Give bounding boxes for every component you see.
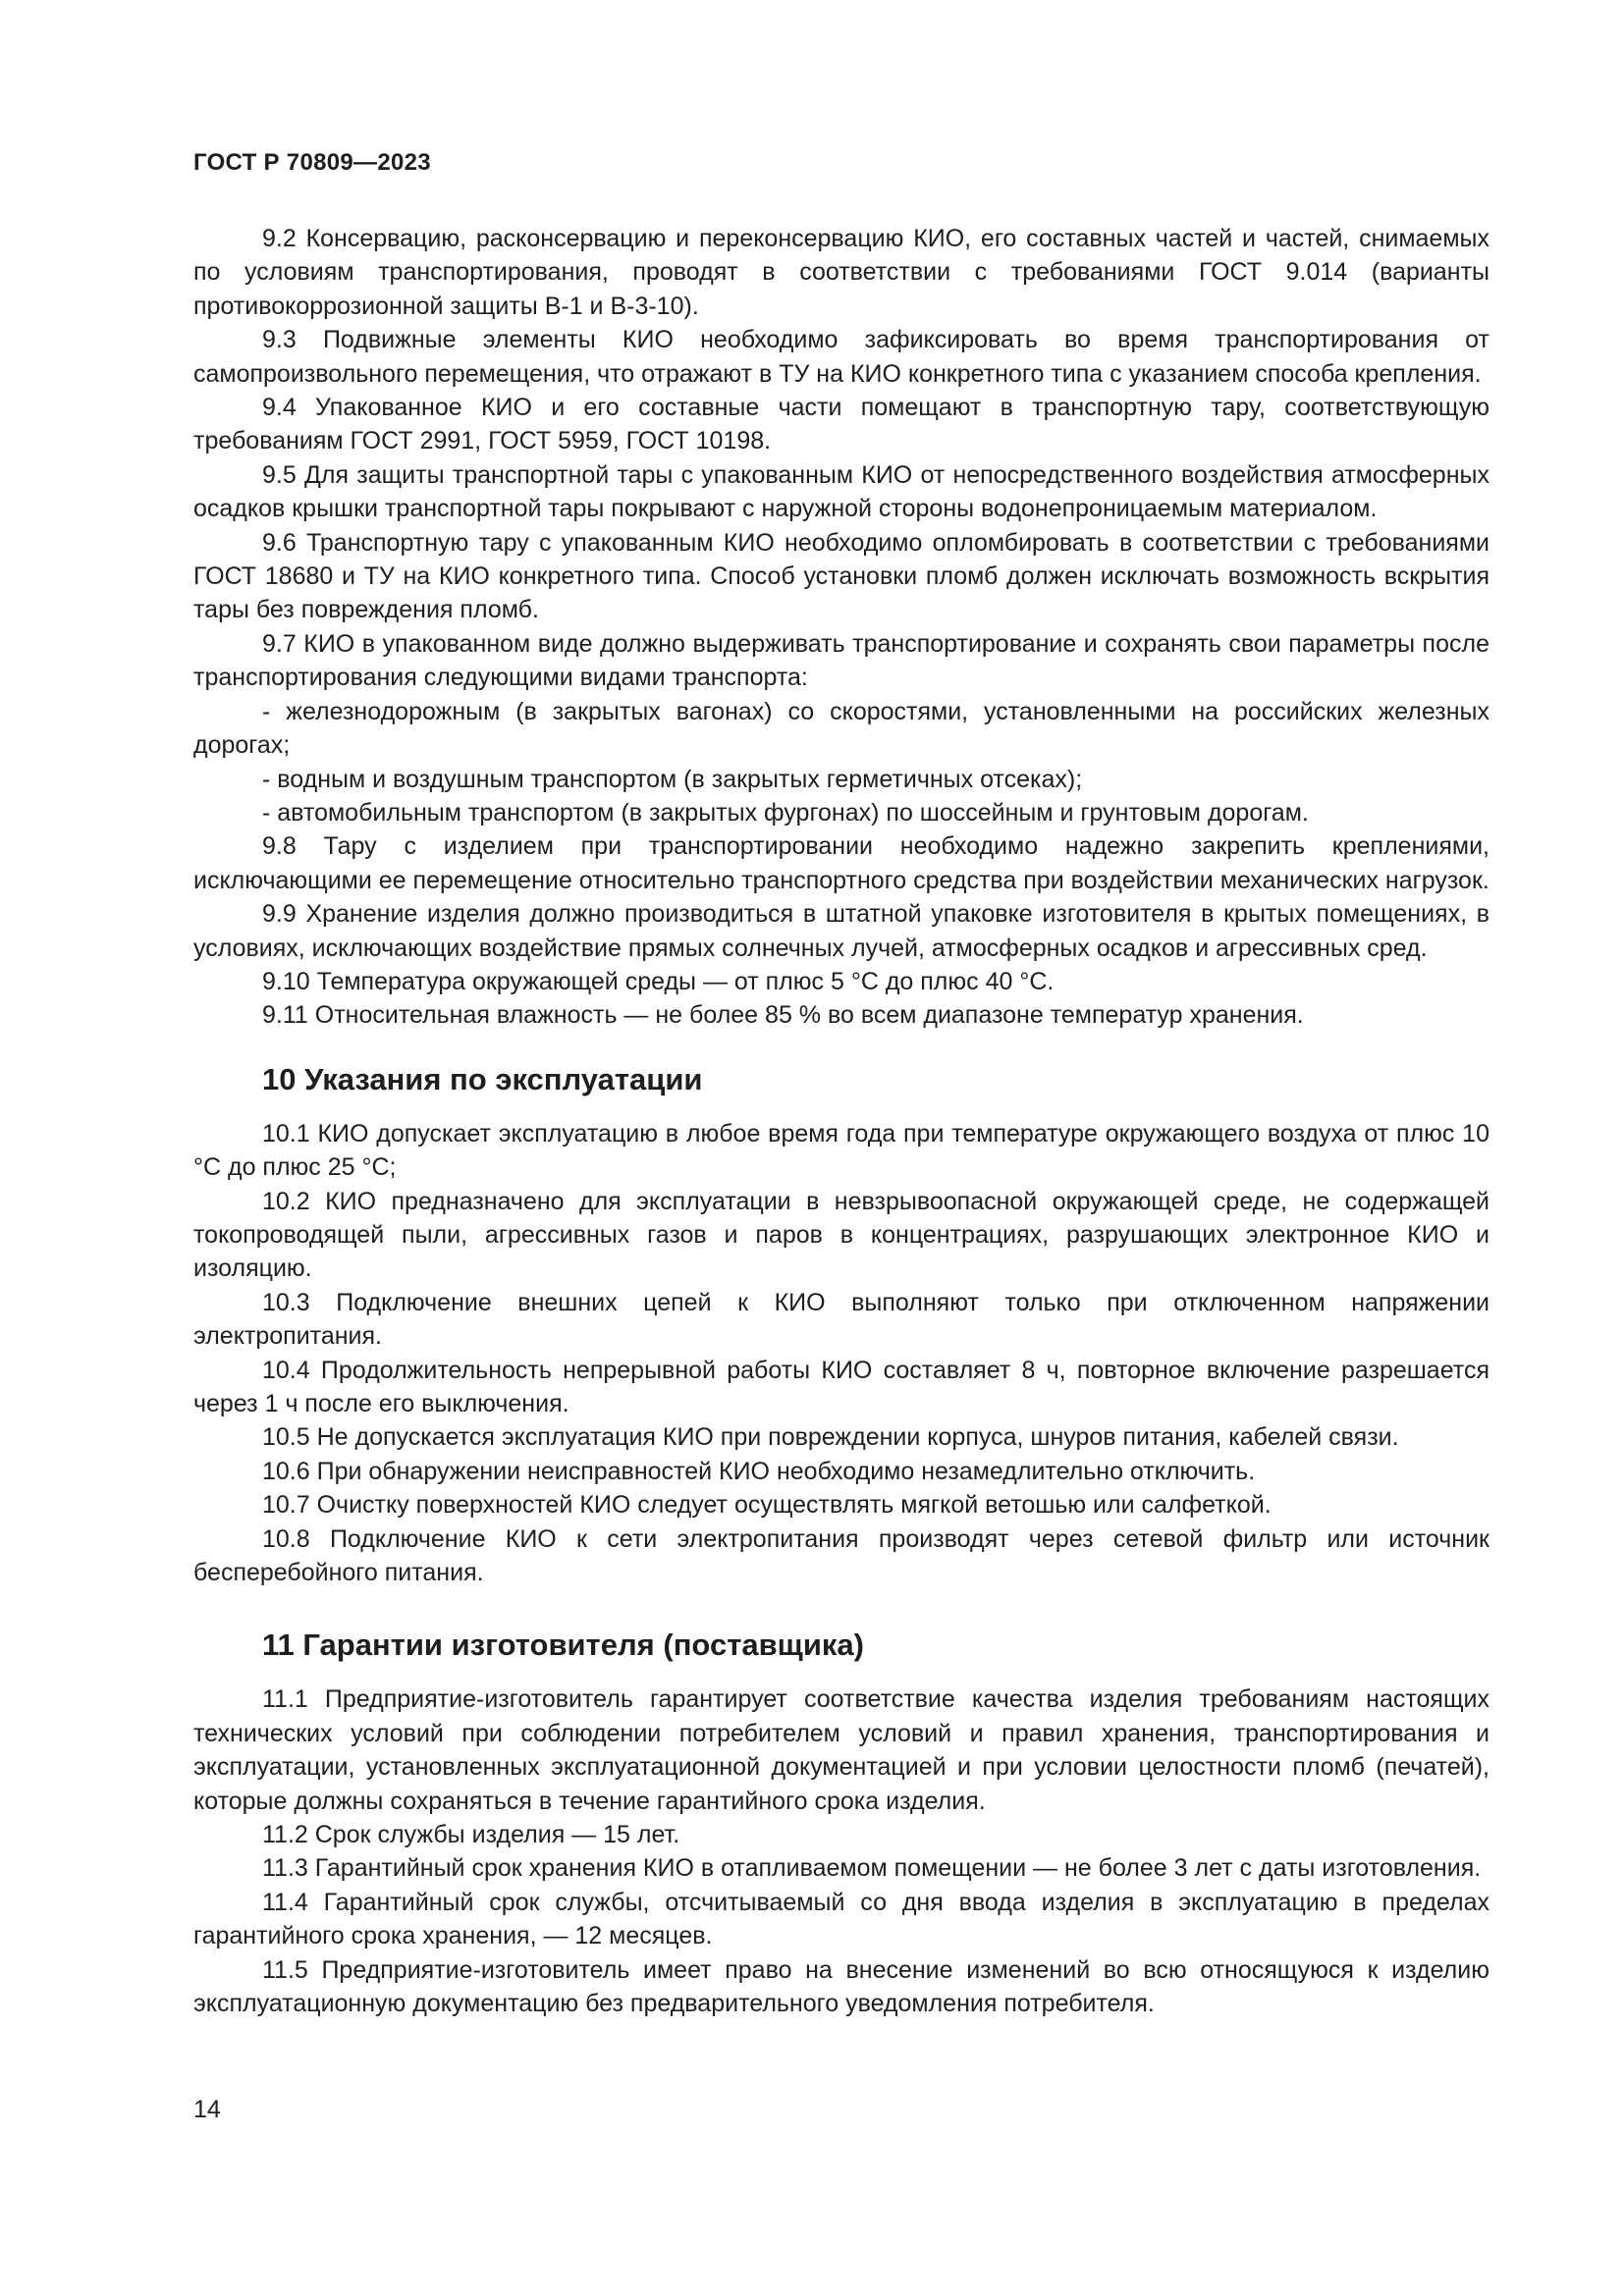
document-header: ГОСТ Р 70809—2023 (193, 149, 431, 176)
paragraph-11-3: 11.3 Гарантийный срок хранения КИО в отапливаемом помещении — не более 3 лет с даты изготовления. (262, 1854, 1482, 1883)
paragraph-10-3: 10.3 Подключение внешних цепей к КИО выполняют только при отключенном напряжении электропитания. (193, 1288, 1489, 1351)
section-10 (193, 1117, 1489, 1590)
list-item-rail: - железнодорожным (в закрытых вагонах) со скоростями, установленными на российских железных дорогах; (193, 697, 1489, 760)
paragraph-10-4: 10.4 Продолжительность непрерывной работы КИО составляет 8 ч, повторное включение разрешается через 1 ч после его выключения. (193, 1356, 1489, 1417)
paragraph-11-4: 11.4 Гарантийный срок службы, отсчитываемый со дня ввода изделия в эксплуатацию в пределах гарантийного срока хранения, — 12 месяцев. (193, 1888, 1489, 1950)
paragraph-9-4: 9.4 Упакованное КИО и его составные части помещают в транспортную тару, соответствующую требованиям ГОСТ 2991, ГОСТ 5959, ГОСТ 10198. (193, 394, 1489, 455)
paragraph-9-11: 9.11 Относительная влажность — не более 85 % во всем диапазоне температур хранения. (262, 1001, 1304, 1030)
paragraph-9-3: 9.3 Подвижные элементы КИО необходимо зафиксировать во время транспортирования от самопроизвольного перемещения, что отражают в ТУ на КИО конкретного типа с указанием способа крепления. (193, 326, 1489, 388)
list-item-road: - автомобильным транспортом (в закрытых фургонах) по шоссейным и грунтовым дорогам. (262, 798, 1309, 827)
paragraph-9-6: 9.6 Транспортную тару с упакованным КИО необходимо опломбировать в соответствии с требованиями ГОСТ 18680 и ТУ на КИО конкретного типа. Способ установки пломб должен исключать возможность вскрытия тары без повреждения пломб. (193, 528, 1489, 624)
paragraph-11-2: 11.2 Срок службы изделия — 15 лет. (262, 1821, 680, 1849)
paragraph-10-2: 10.2 КИО предназначено для эксплуатации в невзрывоопасной окружающей среде, не содержащей токопроводящей пыли, агрессивных газов и паров в концентрациях, разрушающих электронное КИО и изоляцию. (193, 1187, 1489, 1283)
paragraph-10-8: 10.8 Подключение КИО к сети электропитания производят через сетевой фильтр или источник бесперебойного питания. (193, 1524, 1489, 1587)
paragraph-11-5: 11.5 Предприятие-изготовитель имеет право на внесение изменений во всю относящуюся к изделию эксплуатационную документацию без предварительного уведомления потребителя. (193, 1955, 1489, 2018)
paragraph-9-10: 9.10 Температура окружающей среды — от плюс 5 °С до плюс 40 °С. (262, 967, 1055, 995)
paragraph-9-9: 9.9 Хранение изделия должно производиться в штатной упаковке изготовителя в крытых помещениях, в условиях, исключающих воздействие прямых солнечных лучей, атмосферных осадков и агрессивных сред. (193, 900, 1489, 962)
section-9 (193, 222, 1489, 1033)
page-number: 14 (193, 2096, 221, 2123)
paragraph-11-1: 11.1 Предприятие-изготовитель гарантирует соответствие качества изделия требованиям настоящих технических условий при соблюдении потребителем условий и правил хранения, транспортирования и эксплуатации, установленных эксплуатационной документацией и при условии целостности пломб (печатей), которые должны сохраняться в течение гарантийного срока изделия. (193, 1685, 1489, 1815)
list-item-water-air: - водным и воздушным транспортом (в закрытых герметичных отсеках); (262, 765, 1083, 793)
section-11-title: 11 Гарантии изготовителя (поставщика) (262, 1628, 864, 1663)
paragraph-10-6: 10.6 При обнаружении неисправностей КИО необходимо незамедлительно отключить. (262, 1457, 1256, 1485)
paragraph-10-5: 10.5 Не допускается эксплуатация КИО при повреждении корпуса, шнуров питания, кабелей связи. (262, 1423, 1399, 1452)
section-11 (193, 1682, 1489, 2020)
paragraph-10-1: 10.1 КИО допускает эксплуатацию в любое время года при температуре окружающего воздуха от плюс 10 °С до плюс 25 °С; (193, 1119, 1489, 1182)
section-10-title: 10 Указания по эксплуатации (262, 1061, 703, 1096)
paragraph-9-8: 9.8 Тару с изделием при транспортировании необходимо надежно закрепить креплениями, исключающими ее перемещение относительно транспортного средства при воздействии механических нагрузок. (193, 832, 1489, 894)
paragraph-9-7: 9.7 КИО в упакованном виде должно выдерживать транспортирование и сохранять свои параметры после транспортирования следующими видами транспорта: (193, 629, 1489, 692)
document-body (193, 222, 1489, 2021)
paragraph-9-5: 9.5 Для защиты транспортной тары с упакованным КИО от непосредственного воздействия атмосферных осадков крышки транспортной тары покрывают с наружной стороны водонепроницаемым материалом. (193, 460, 1489, 523)
paragraph-10-7: 10.7 Очистку поверхностей КИО следует осуществлять мягкой ветошью или салфеткой. (262, 1491, 1272, 1520)
paragraph-9-2: 9.2 Консервацию, расконсервацию и переконсервацию КИО, его составных частей и частей, снимаемых по условиям транспортирования, проводят в соответствии с требованиями ГОСТ 9.014 (варианты противокоррозионной защиты В-1 и В-3-10). (193, 225, 1489, 320)
